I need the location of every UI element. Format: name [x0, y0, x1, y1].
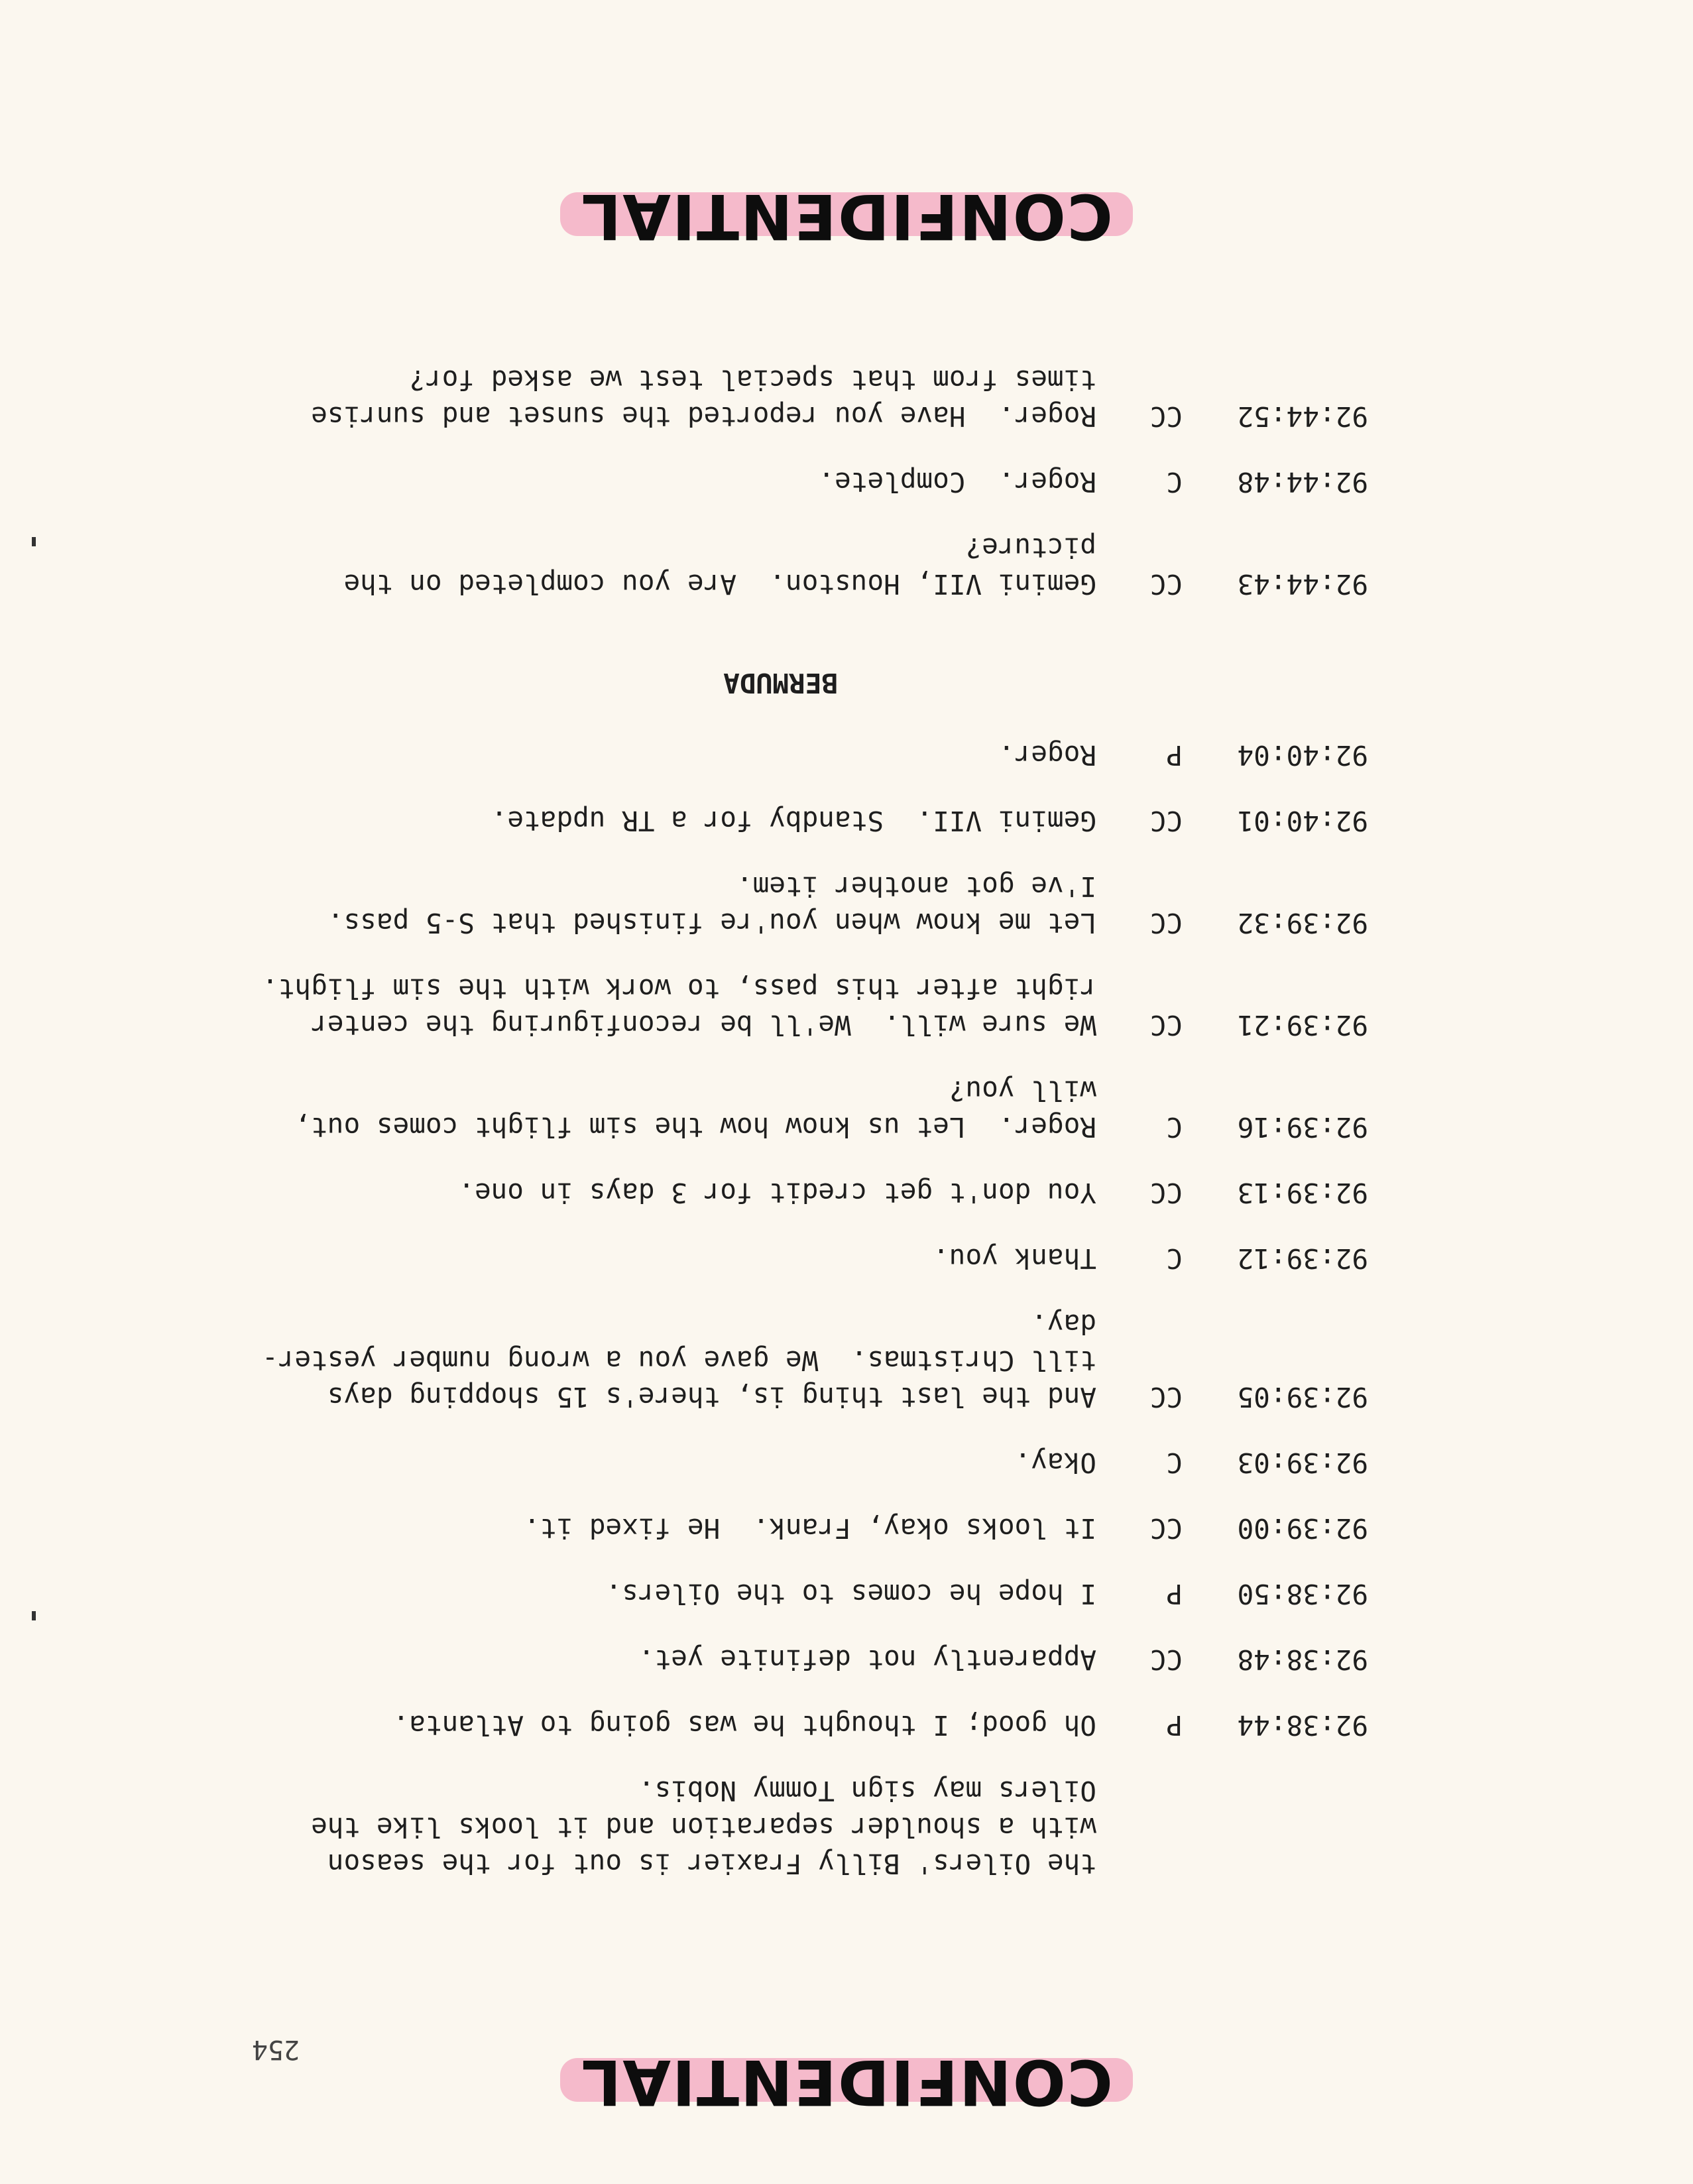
dialogue-text: Apparently not definite yet. — [638, 1644, 1096, 1675]
dialogue-text: You don't get credit for 3 days in one. — [458, 1177, 1096, 1209]
dialogue-text: Roger. Complete. — [818, 466, 1096, 498]
speaker-code: C — [1166, 1111, 1183, 1143]
dialogue-text: And the last thing is, there's 15 shopping days — [327, 1381, 1096, 1413]
speaker-code: CC — [1149, 1009, 1183, 1041]
speaker-code: CC — [1149, 568, 1183, 600]
dialogue-text: I've got another item. — [736, 871, 1096, 902]
dialogue-text: picture? — [965, 532, 1096, 564]
confidential-label: CONFIDENTIAL — [580, 2045, 1113, 2118]
timestamp: 92:39:03 — [1237, 1447, 1368, 1479]
speaker-code: CC — [1149, 400, 1183, 432]
dialogue-text: I hope he comes to the Oilers. — [605, 1578, 1096, 1610]
dialogue-text: Let me know when you're finished that S-5 pass. — [327, 907, 1096, 939]
speaker-code: C — [1166, 466, 1183, 498]
confidential-stamp-bottom — [0, 180, 1693, 252]
speaker-code: C — [1166, 1447, 1183, 1479]
margin-mark — [32, 537, 36, 546]
speaker-code: P — [1166, 1578, 1183, 1610]
timestamp: 92:44:43 — [1237, 568, 1368, 600]
dialogue-text: will you? — [949, 1075, 1096, 1107]
dialogue-text: Roger. Let us know how the sim flight comes out, — [294, 1111, 1096, 1143]
speaker-code: CC — [1149, 1381, 1183, 1413]
timestamp: 92:38:48 — [1237, 1644, 1368, 1675]
page-number: 254 — [252, 2034, 300, 2065]
timestamp: 92:38:44 — [1237, 1709, 1368, 1741]
timestamp: 92:39:12 — [1237, 1243, 1368, 1274]
timestamp: 92:40:04 — [1237, 739, 1368, 771]
speaker-code: CC — [1149, 907, 1183, 939]
timestamp: 92:39:21 — [1237, 1009, 1368, 1041]
dialogue-text: Gemini VII. Standby for a TR update. — [491, 805, 1096, 837]
dialogue-text: the Oilers' Billy Fraxier is out for the season — [327, 1848, 1096, 1880]
timestamp: 92:44:48 — [1237, 466, 1368, 498]
dialogue-text: Thank you. — [933, 1243, 1096, 1274]
speaker-code: P — [1166, 739, 1183, 771]
timestamp: 92:40:01 — [1237, 805, 1368, 837]
dialogue-text: times from that special test we asked for? — [409, 364, 1096, 396]
timestamp: 92:39:00 — [1237, 1512, 1368, 1544]
dialogue-text: Roger. Have you reported the sunset and sunrise — [311, 400, 1096, 432]
confidential-label: CONFIDENTIAL — [580, 180, 1113, 252]
dialogue-text: Roger. — [998, 739, 1096, 771]
timestamp: 92:39:13 — [1237, 1177, 1368, 1209]
dialogue-text: with a shoulder separation and it looks like the — [311, 1811, 1096, 1843]
dialogue-text: day. — [1031, 1308, 1096, 1340]
speaker-code: CC — [1149, 1644, 1183, 1675]
timestamp: 92:39:05 — [1237, 1381, 1368, 1413]
dialogue-text: Gemini VII, Houston. Are you completed on the — [343, 568, 1096, 600]
dialogue-text: till Christmas. We gave you a wrong number yester- — [262, 1345, 1096, 1376]
margin-mark — [32, 1611, 36, 1620]
section-heading: BERMUDA — [723, 667, 838, 699]
speaker-code: P — [1166, 1709, 1183, 1741]
dialogue-text: We sure will. We'll be reconfiguring the center — [311, 1009, 1096, 1041]
dialogue-text: Oh good; I thought he was going to Atlanta. — [392, 1709, 1096, 1741]
speaker-code: CC — [1149, 805, 1183, 837]
timestamp: 92:39:32 — [1237, 907, 1368, 939]
dialogue-text: Okay. — [1014, 1447, 1096, 1479]
speaker-code: CC — [1149, 1177, 1183, 1209]
dialogue-text: Oilers may sign Tommy Nobis. — [638, 1775, 1096, 1807]
speaker-code: CC — [1149, 1512, 1183, 1544]
dialogue-text: It looks okay, Frank. He fixed it. — [524, 1512, 1096, 1544]
timestamp: 92:38:50 — [1237, 1578, 1368, 1610]
speaker-code: C — [1166, 1243, 1183, 1274]
timestamp: 92:39:16 — [1237, 1111, 1368, 1143]
timestamp: 92:44:52 — [1237, 400, 1368, 432]
dialogue-text: right after this pass, to work with the sim flight. — [262, 973, 1096, 1004]
